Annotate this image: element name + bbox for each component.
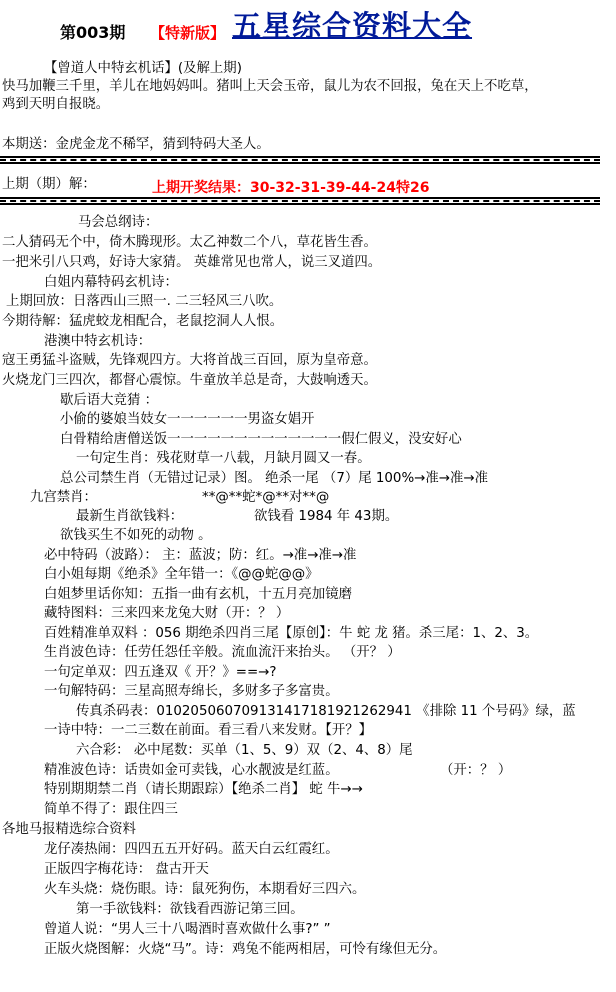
data-line: 正版火烧图解：火烧“马”。诗：鸡兔不能两相居，可怜有缘但无分。 — [44, 942, 447, 957]
zodiac-line: 欲钱买生不如死的动物 。 — [60, 528, 212, 543]
poem-line: 快马加鞭三千里，羊儿在地妈妈叫。猪叫上天会玉帝，鼠儿为农不回报，兔在天上不吃草， — [2, 79, 538, 94]
nine-palace-value: **@**蛇*@**对**@ — [202, 490, 330, 505]
section-heading: 白姐内幕特码玄机诗： — [44, 275, 178, 290]
poem-line: 二人猜码无个中，倚木腾现形。太乙神数二个八，草花皆生香。 — [2, 235, 377, 250]
data-line: 一诗中特：一二三数在前面。看三看八来发财。【开？】 — [44, 723, 373, 738]
this-issue-gift: 本期送：金虎金龙不稀罕，猜到特码大圣人。 — [2, 137, 270, 152]
new-edition-badge: 【特新版】 — [150, 24, 226, 42]
section-heading: 港澳中特玄机诗： — [44, 334, 152, 349]
data-line: 精准波色诗：话贵如金可卖钱，心水靓波是红蓝。 — [44, 763, 339, 778]
zodiac-line: 总公司禁生肖（无错过记录）图。 绝杀一尾 （7）尾 100%→准→准→准 — [60, 471, 488, 486]
poem-line: 今期待解：猛虎蛟龙相配合，老鼠挖洞人人恨。 — [2, 314, 284, 329]
data-line: 藏特图料：三来四来龙兔大财（开：？ ） — [44, 606, 290, 621]
data-line: 第一手欲钱料：欲钱看西游记第三回。 — [76, 902, 304, 917]
data-line: 特别期期禁二肖（请长期跟踪）【绝杀二肖】 蛇 牛→→ — [44, 782, 363, 797]
page-title: 五星综合资料大全 — [232, 9, 473, 43]
poem-line: 一把米引八只鸡，好诗大家猜。 英雄常见也常人，说三叉道四。 — [2, 255, 382, 270]
data-line: 火车头烧：烧伤眼。诗：鼠死狗伤，本期看好三四六。 — [44, 882, 366, 897]
data-line: 白小姐每期《绝杀》全年错一：《@@蛇@@》 — [44, 567, 319, 582]
data-line: 必中特码（波路）： 主：蓝波；防：红。→准→准→准 — [44, 548, 357, 563]
last-draw-result: 上期开奖结果：30-32-31-39-44-24特26 — [152, 180, 430, 196]
riddle-line: 白骨精给唐僧送饭一一一一一一一一一一一一一假仁假义，没安好心 — [60, 432, 462, 447]
separator — [0, 156, 600, 164]
data-line: 一句定单双：四五逢双《 开？》==→? — [44, 665, 277, 680]
separator — [0, 197, 600, 205]
last-issue-label: 上期（期）解： — [2, 177, 96, 192]
section-heading: 各地马报精选综合资料 — [2, 822, 136, 837]
section-heading: 歇后语大竞猜 ： — [60, 393, 158, 408]
riddle-line: 小偷的婆娘当妓女一一一一一一男盗女娼开 — [60, 412, 315, 427]
data-line: 白姐梦里话你知：五指一曲有玄机，十五月亮加镜磨 — [44, 587, 352, 602]
data-line: 百姓精准单双料 ：056 期绝杀四肖三尾【原创】：牛 蛇 龙 猪。杀三尾：1、2、3。 — [44, 626, 539, 641]
zodiac-line: 欲钱看 1984 年 43期。 — [254, 509, 399, 524]
poem-line: 寇王勇猛斗盗贼，先锋观四方。大将首战三百回，原为皇帝意。 — [2, 353, 377, 368]
issue-number: 第003期 — [60, 23, 126, 42]
data-line: 生肖波色诗：任劳任怨任辛般。流血流汗来抬头。 （开？ ） — [44, 645, 401, 660]
data-line: 传真杀码表：0102050607091314171819212629​41 《排除 11 个号码》绿，蓝 — [76, 704, 576, 719]
poem-line: 鸡到天明自报晓。 — [2, 97, 110, 112]
poem-line: 火烧龙门三四次，都督心震惊。牛童放羊总是奇，大鼓响透天。 — [2, 373, 377, 388]
section-heading-zengdaoren: 【曾道人中特玄机话】(及解上期) — [44, 61, 242, 76]
data-line: 曾道人说：“男人三十八喝酒时喜欢做什么事?” ” — [44, 922, 331, 937]
poem-line: 上期回放：日落西山三照一. 二三轻风三八吹。 — [6, 294, 283, 309]
open-query: （开：？ ） — [440, 763, 512, 778]
data-line: 正版四字梅花诗： 盘古开天 — [44, 862, 209, 877]
zodiac-line: 一句定生肖：残花财草一八载，月缺月圆又一春。 — [76, 451, 371, 466]
data-line: 一句解特码：三星高照寿绵长，多财多子多富贵。 — [44, 684, 339, 699]
data-line: 六合彩： 必中尾数：买单（1、5、9）双（2、4、8）尾 — [76, 743, 413, 758]
data-line: 龙仔凑热闹：四四五五开好码。蓝天白云红霞红。 — [44, 842, 339, 857]
data-line: 简单不得了：跟住四三 — [44, 802, 178, 817]
zodiac-line: 最新生肖欲钱料： — [76, 509, 184, 524]
nine-palace-label: 九宫禁肖： — [30, 490, 97, 505]
section-heading: 马会总纲诗： — [78, 215, 159, 230]
